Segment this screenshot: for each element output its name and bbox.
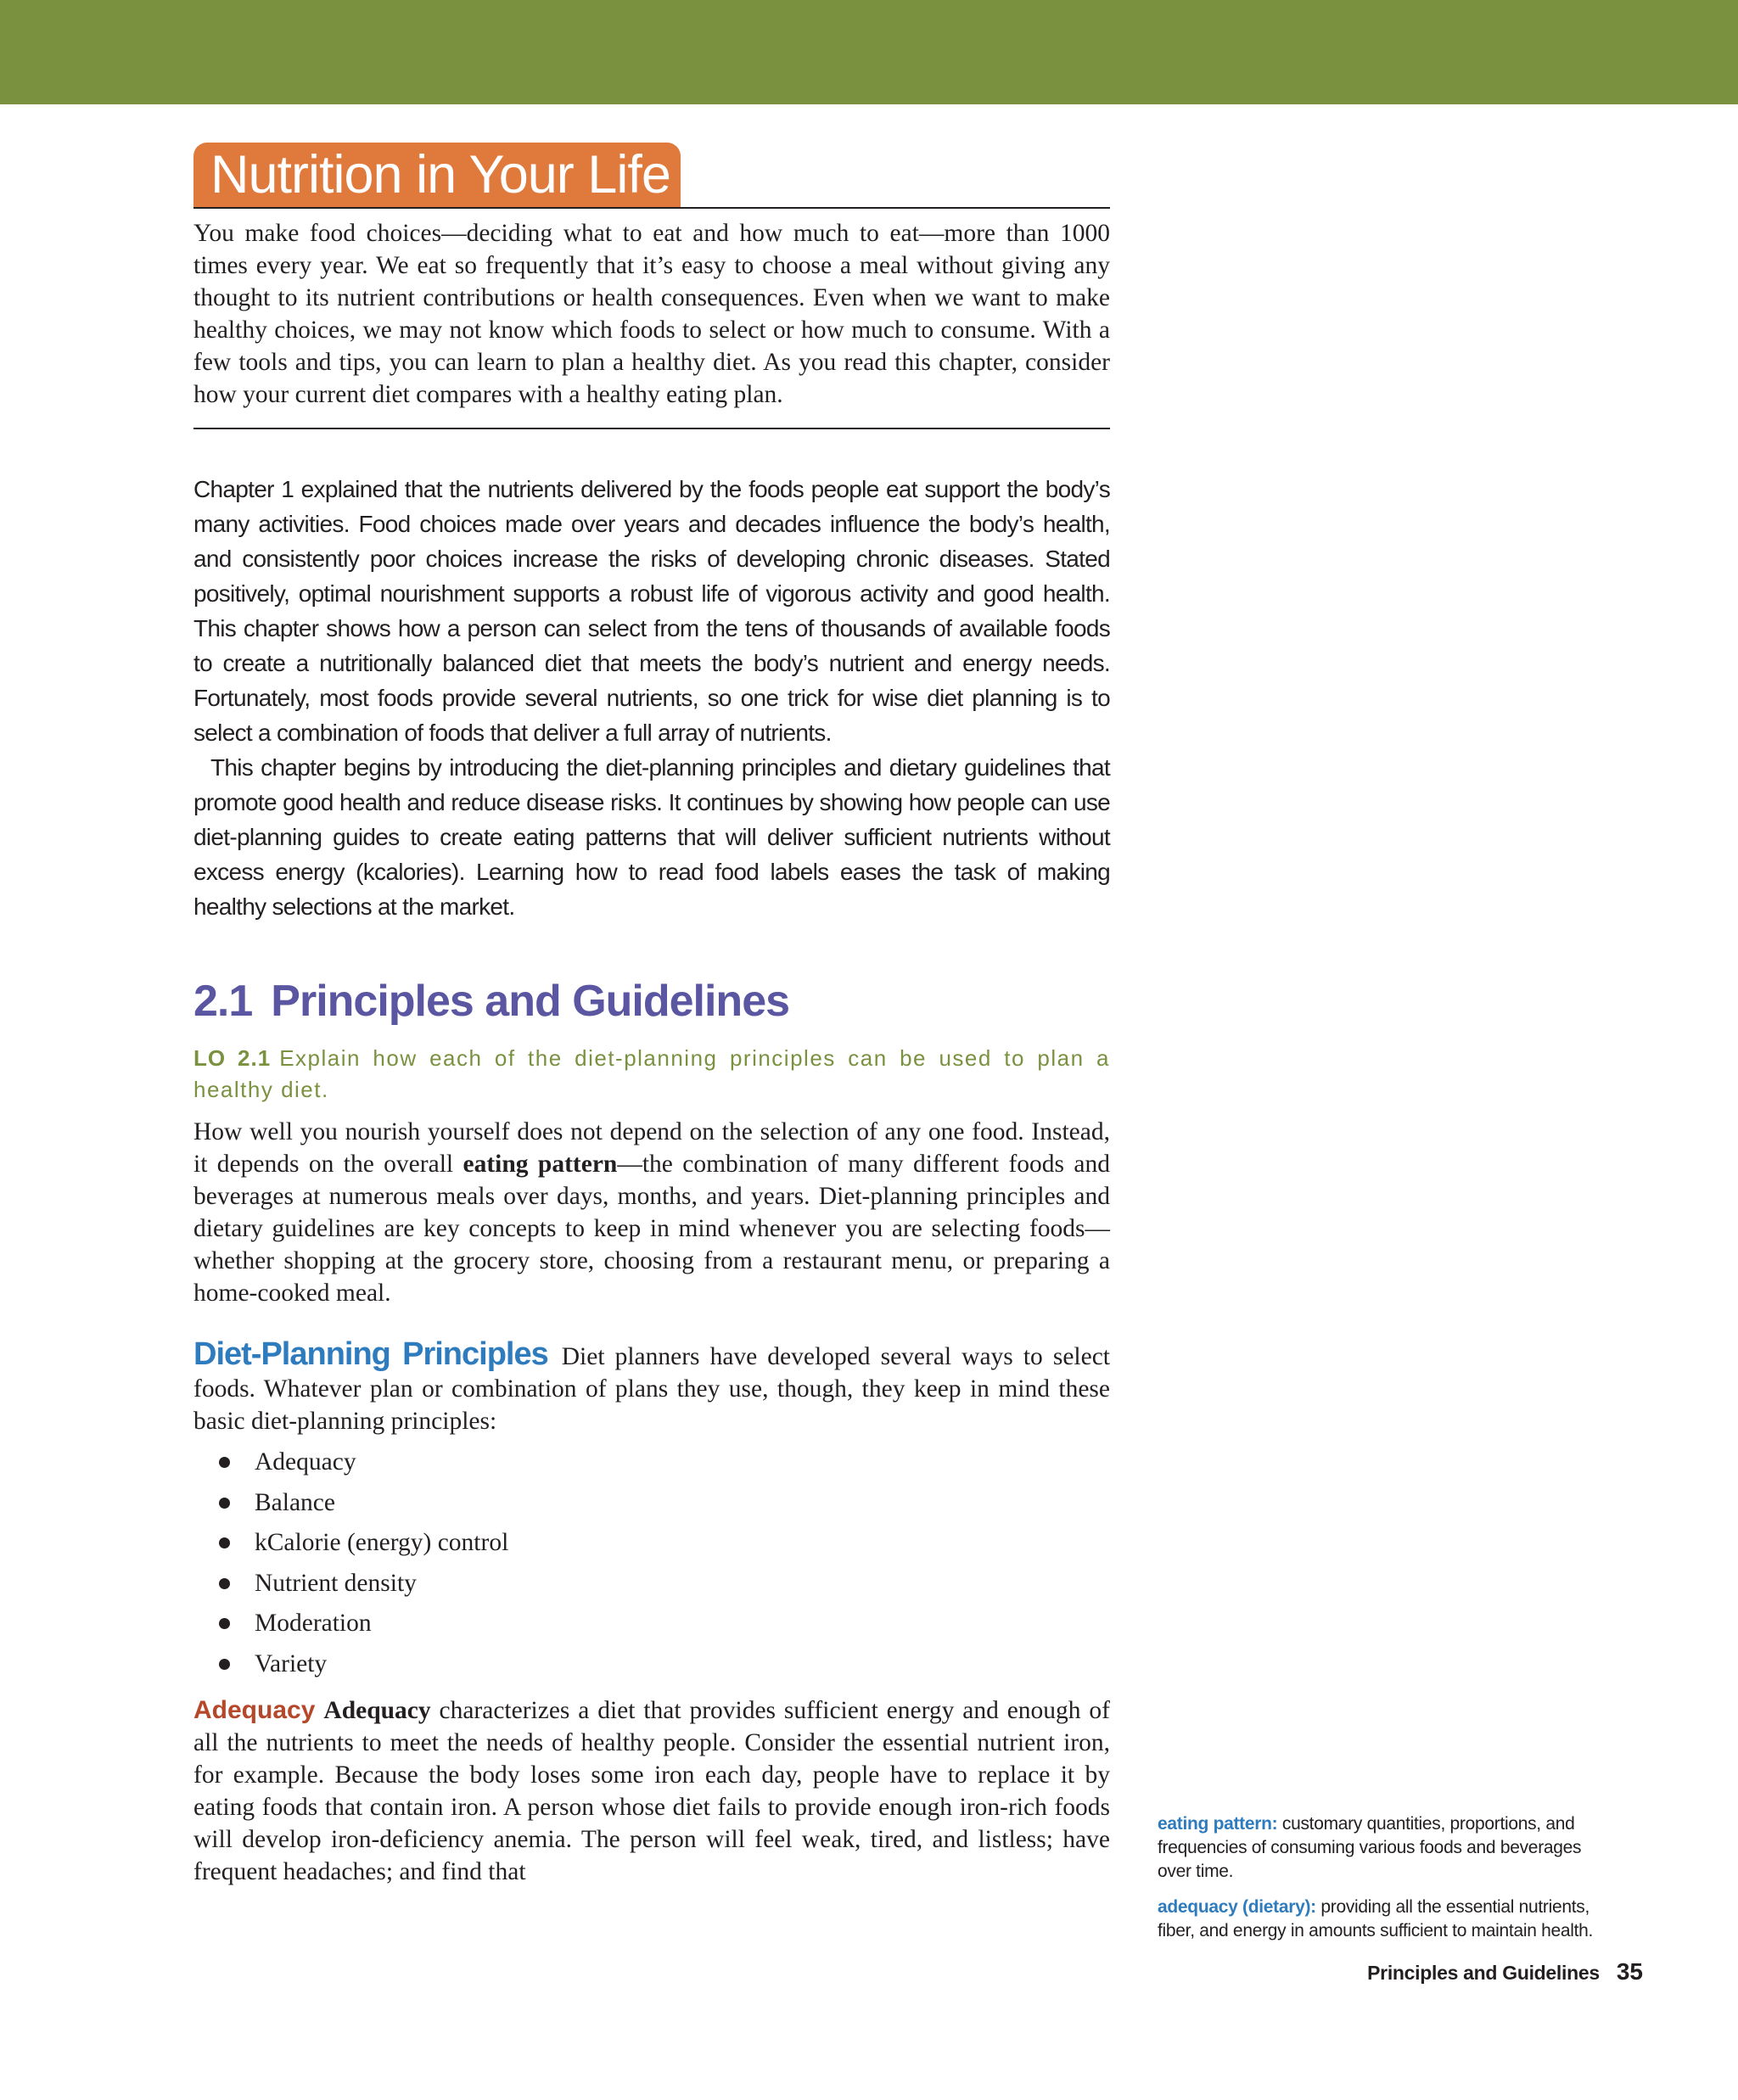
nutrition-in-your-life-box [193,209,1110,429]
learning-objective [193,1043,1110,1106]
principle-nutrient-density: Nutrient density [255,1569,417,1597]
margin-glossary [1158,1812,1616,1955]
principle-variety: Variety [255,1649,328,1677]
intro-paragraph-1: Chapter 1 explained that the nutrients delivered by the foods people eat support the body’s many activities. Food choices made over years and decades influence the body’s health, and consistently poor choices increase the risks of developing chronic diseases. Stated positively, optimal nourishment supports a robust life of vigorous activity and good health. This chapter shows how a person can select from the tens of thousands of available foods to create a nutritionally balanced diet that meets the body’s nutrient and energy needs. Fortunately, most foods provide several nutrients, so one trick for wise diet planning is to select a combination of foods that deliver a full array of nutrients. [193,476,1110,746]
main-column [193,143,1110,1888]
page-footer [1367,1958,1643,1985]
glossary-definition: providing all the essential nutrients, fiber, and energy in amounts sufficient to maintain health. [1158,1897,1594,1940]
principle-kcalorie-control: kCalorie (energy) control [255,1529,509,1556]
glossary-term: eating pattern: [1158,1814,1278,1834]
glossary-entry-adequacy [1158,1896,1616,1943]
list-item [219,1523,1110,1564]
list-item [219,1604,1110,1644]
glossary-term: adequacy (dietary): [1158,1897,1316,1917]
diet-planning-heading: Diet-Planning Principles [193,1336,548,1372]
bullet-icon [219,1498,230,1509]
section-paragraph [193,1116,1110,1309]
diet-planning-text: Diet planners have developed several ways to select foods. Whatever plan or combination of plans they use, though, they keep in mind these basic diet-planning principles: [193,1343,1110,1435]
bullet-icon [219,1537,230,1548]
eating-pattern-term: eating pattern [463,1151,618,1178]
running-title: Principles and Guidelines [1367,1962,1600,1984]
section-number: 2.1 [193,977,253,1026]
adequacy-term: Adequacy [323,1697,431,1724]
chapter-intro [193,472,1110,924]
nutrition-in-your-life-text: You make food choices—deciding what to eat and how much to eat—more than 1000 times every year. We eat so frequently that it’s easy to choose a meal without giving any thought to its nutrient contributions or health consequences. Even when we want to make healthy choices, we may not know which foods to select or how much to consume. With a few tools and tips, you can learn to plan a healthy diet. As you read this chapter, consider how your current diet compares with a healthy eating plan. [193,220,1110,408]
list-item [219,1442,1110,1483]
bullet-icon [219,1618,230,1629]
list-item [219,1644,1110,1685]
principles-list [193,1442,1110,1684]
section-paragraph-end: —the combination of many different foods and beverages at numerous meals over days, months, and years. Diet-planning principles and dietary guidelines are key concepts to keep in mind whenever you are selecting foods—whether shopping at the grocery store, choosing from a restaurant menu, or preparing a home-cooked meal. [193,1151,1110,1307]
principle-adequacy: Adequacy [255,1448,356,1476]
adequacy-paragraph [193,1694,1110,1888]
nutrition-in-your-life-header [193,143,1110,209]
glossary-definition: customary quantities, proportions, and frequencies of consuming various foods and beverages over time. [1158,1814,1582,1881]
section-paragraph-start: How well you nourish yourself does not depend on the selection of any one food. Instead, it depends on the overall [193,1118,1110,1178]
principle-balance: Balance [255,1488,335,1516]
learning-objective-text: Explain how each of the diet-planning principles can be used to plan a healthy diet. [193,1045,1110,1102]
intro-paragraph-2: This chapter begins by introducing the diet-planning principles and dietary guidelines that promote good health and reduce disease risks. It continues by showing how people can use diet-planning guides to create eating patterns that will deliver sufficient nutrients without excess energy (kcalories). Learning how to read food labels eases the task of making healthy selections at the market. [193,754,1110,920]
bullet-icon [219,1659,230,1670]
glossary-entry-eating-pattern [1158,1812,1616,1884]
adequacy-text: characterizes a diet that provides sufficient energy and enough of all the nutrients to meet the needs of healthy people. Consider the essential nutrient iron, for example. Because the body loses some iron each day, people have to replace it by eating foods that contain iron. A person whose diet fails to provide enough iron-rich foods will develop iron-deficiency anemia. The person will feel weak, tired, and listless; have frequent headaches; and find that [193,1697,1110,1885]
diet-planning-paragraph [193,1338,1110,1437]
adequacy-heading: Adequacy [193,1696,316,1724]
learning-objective-code: LO 2.1 [193,1045,272,1071]
bullet-icon [219,1578,230,1589]
bullet-icon [219,1457,230,1468]
page-number: 35 [1616,1958,1643,1985]
list-item [219,1483,1110,1524]
top-color-band [0,0,1738,104]
section-title: Principles and Guidelines [271,977,790,1026]
nutrition-in-your-life-title: Nutrition in Your Life [193,143,681,207]
list-item [219,1564,1110,1604]
principle-moderation: Moderation [255,1610,372,1637]
section-heading [193,972,1110,1031]
